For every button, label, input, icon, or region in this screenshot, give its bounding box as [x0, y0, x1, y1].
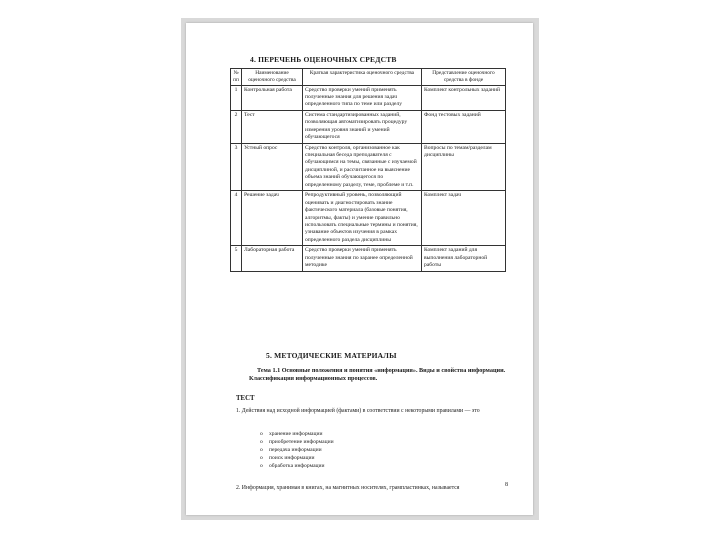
table-row: [231, 191, 506, 246]
header-tool-name: Наименование оценочного средства: [242, 69, 303, 86]
bullet-icon: o: [260, 455, 263, 462]
header-representation: Представление оценочного средства в фонде: [422, 69, 506, 86]
bullet-icon: o: [260, 439, 263, 446]
table-row: [231, 246, 506, 271]
cell-tool-name: Лабораторная работа: [242, 246, 303, 271]
table-row: [231, 110, 506, 143]
bullet-icon: o: [260, 447, 263, 454]
cell-description: Средство контроля, организованное как специальная беседа преподавателя с обучающимся на темы, связанные с изучаемой дисциплиной, и рассчитанное на выяснение объема знаний обучающегося по определенному разделу, теме, проблеме и т.п.: [303, 143, 422, 191]
cell-number: 1: [231, 85, 242, 110]
list-item: [260, 446, 334, 454]
section-5-title: 5. МЕТОДИЧЕСКИЕ МАТЕРИАЛЫ: [266, 351, 397, 360]
table-row: [231, 143, 506, 191]
list-item: [260, 438, 334, 446]
topic-text: Тема 1.1 Основные положения и понятия «информация». Виды и свойства информации. Классификация информационных процессов.: [249, 367, 506, 383]
cell-tool-name: Тест: [242, 110, 303, 143]
header-number: № пп: [231, 69, 242, 86]
section-4-title: 4. ПЕРЕЧЕНЬ ОЦЕНОЧНЫХ СРЕДСТВ: [250, 55, 397, 64]
cell-representation: Комплект контрольных заданий: [422, 85, 506, 110]
table-header-row: [231, 69, 506, 86]
list-item: [260, 430, 334, 438]
question-2: 2. Информация, хранимая в книгах, на магнитных носителях, грампластинках, называется: [236, 485, 460, 491]
option-text: обработка информации: [269, 463, 325, 470]
evaluation-tools-table: [230, 68, 506, 272]
option-text: приобретение информации: [269, 439, 334, 446]
option-text: хранение информации: [269, 431, 323, 437]
document-page: [186, 23, 533, 515]
cell-description: Средство проверки умений применять полученные знания по заранее определенной методике: [303, 246, 422, 271]
option-text: передача информации: [269, 447, 322, 454]
cell-number: 4: [231, 191, 242, 246]
cell-representation: Комплект заданий для выполнения лабораторной работы: [422, 246, 506, 271]
cell-tool-name: Решение задач: [242, 191, 303, 246]
question-1: 1. Действия над исходной информацией (фактами) в соответствии с некоторыми правилами — это: [236, 408, 480, 414]
cell-number: 5: [231, 246, 242, 271]
test-heading: ТЕСТ: [236, 395, 255, 402]
cell-description: Средство проверки умений применять полученные знания для решения задач определенного типа по теме или разделу: [303, 85, 422, 110]
header-description: Краткая характеристика оценочного средства: [303, 69, 422, 86]
cell-number: 2: [231, 110, 242, 143]
cell-number: 3: [231, 143, 242, 191]
cell-representation: Фонд тестовых заданий: [422, 110, 506, 143]
cell-tool-name: Контрольная работа: [242, 85, 303, 110]
topic-heading: [249, 367, 507, 384]
cell-tool-name: Устный опрос: [242, 143, 303, 191]
page-number: 8: [505, 482, 508, 488]
cell-description: Система стандартизированных заданий, позволяющая автоматизировать процедуру измерения уровня знаний и умений обучающегося: [303, 110, 422, 143]
cell-representation: Вопросы по темам/разделам дисциплины: [422, 143, 506, 191]
list-item: [260, 462, 334, 470]
option-text: поиск информации: [269, 455, 315, 462]
table-row: [231, 85, 506, 110]
answer-options: [260, 430, 334, 471]
cell-representation: Комплект задач: [422, 191, 506, 246]
cell-description: Репродуктивный уровень, позволяющий оценивать и диагностировать знание фактического материала (базовые понятия, алгоритмы, факты) и умение правильно использовать специальные термины и понятия, узнавание объектов изучения в рамках определенного раздела дисциплины: [303, 191, 422, 246]
bullet-icon: o: [260, 431, 263, 437]
list-item: [260, 454, 334, 462]
bullet-icon: o: [260, 463, 263, 470]
